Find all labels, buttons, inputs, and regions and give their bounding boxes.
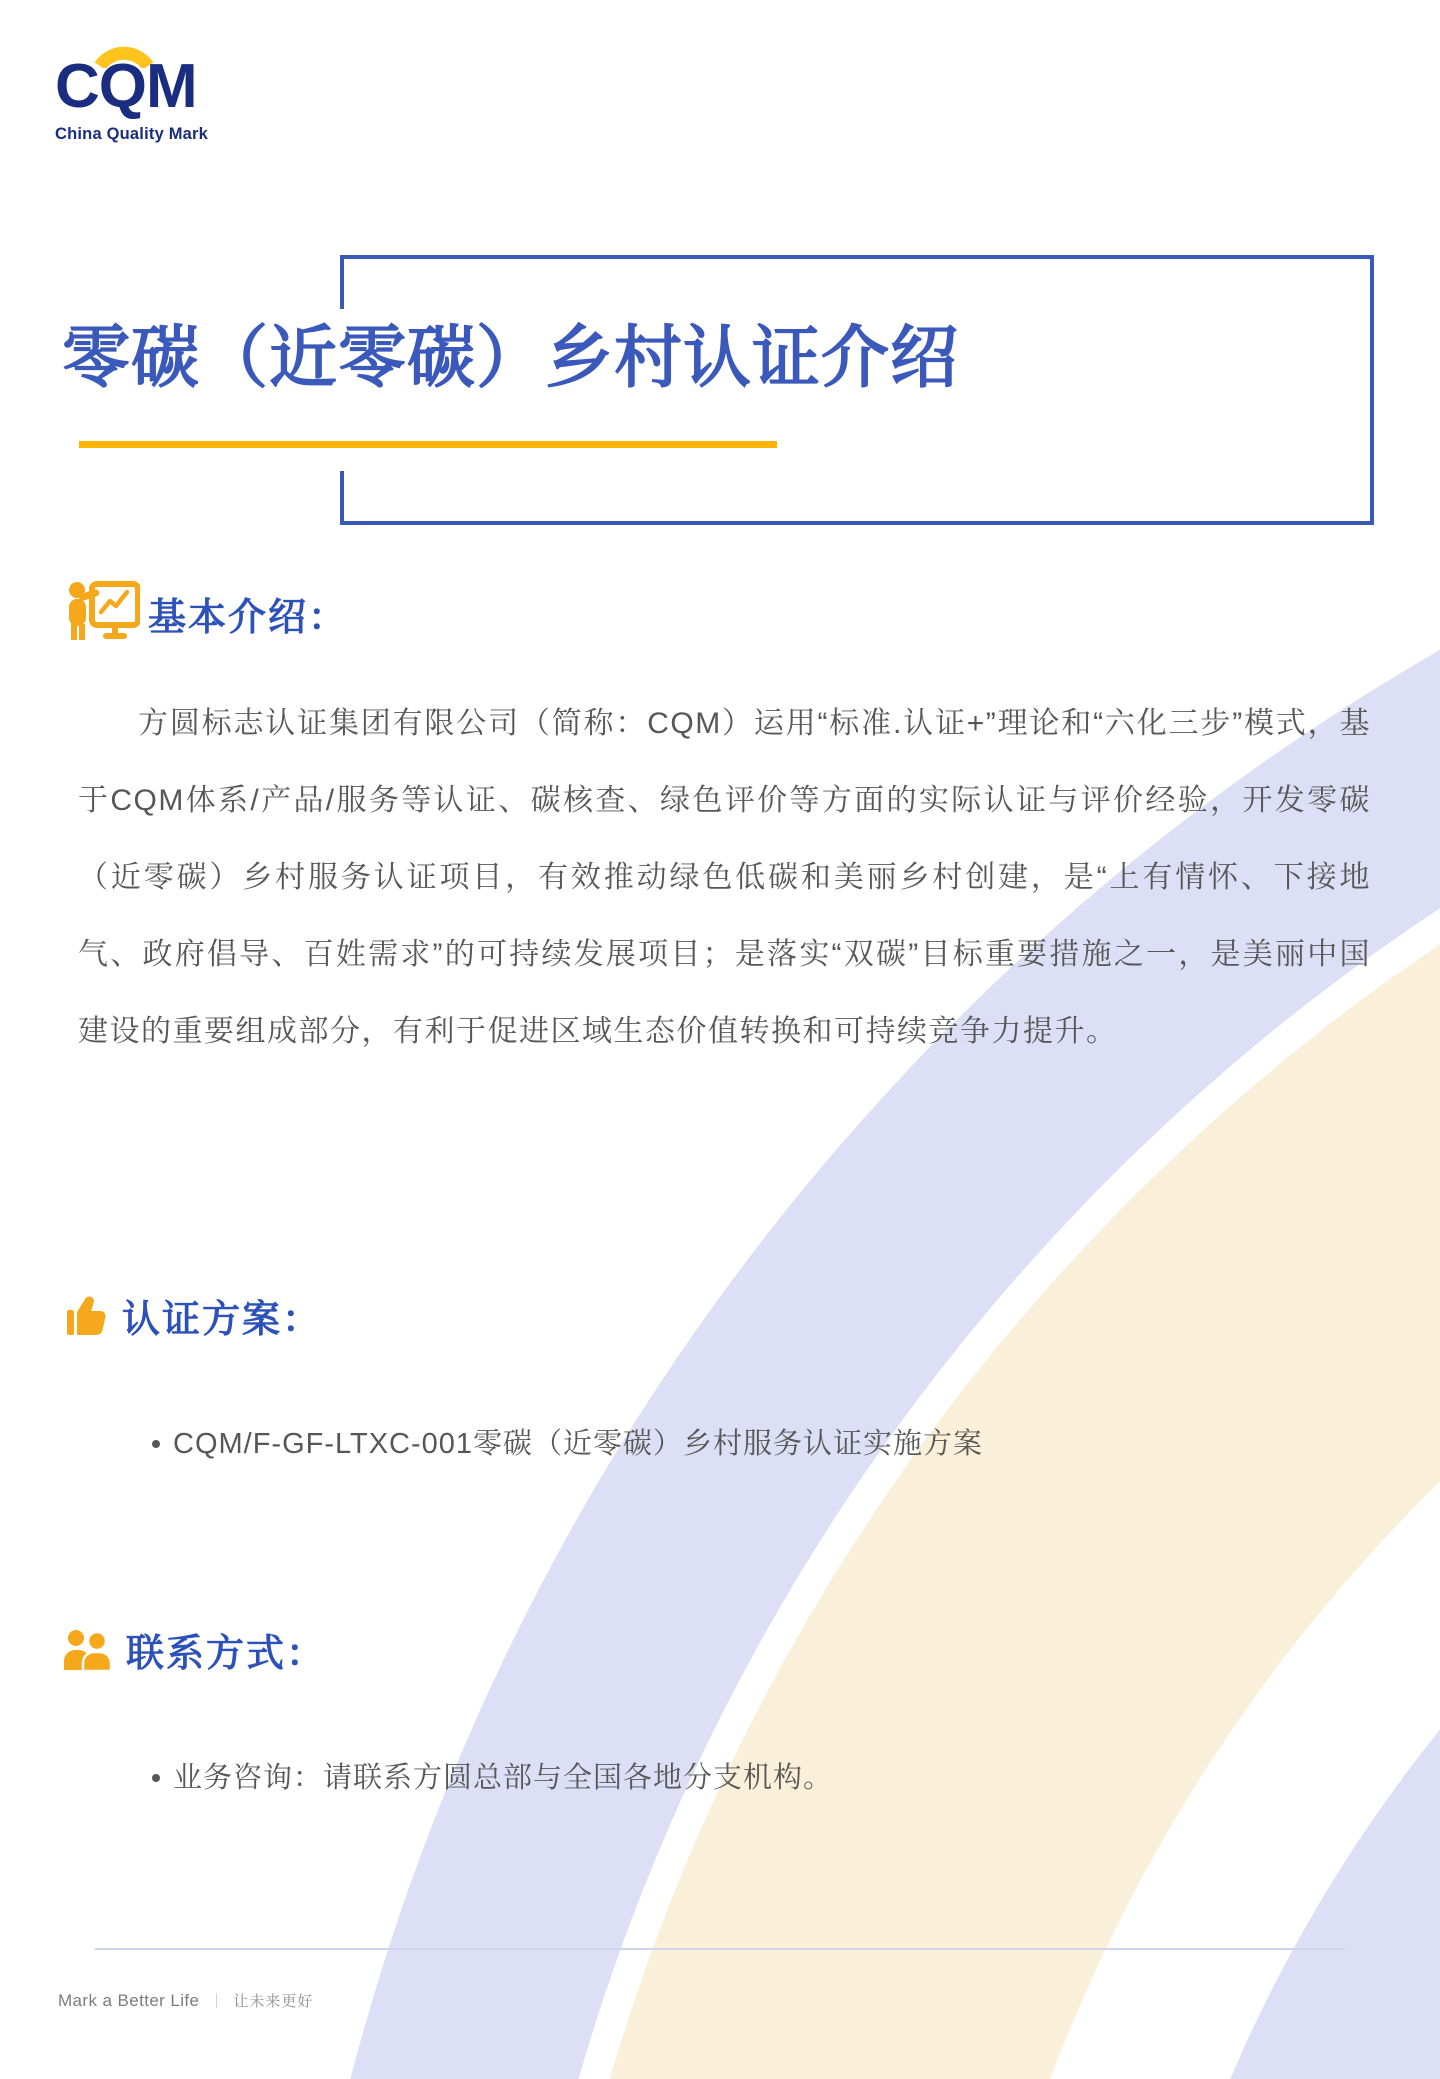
people-icon (62, 1628, 114, 1672)
bullet-dot (152, 1774, 160, 1782)
contact-bullet-text: 业务咨询：请联系方圆总部与全国各地分支机构。 (173, 1762, 834, 1794)
footer-separator: ｜ (209, 1992, 224, 2009)
scheme-bullet-item (152, 1422, 983, 1466)
contact-bullet-item (152, 1756, 833, 1800)
logo-text: CQM (55, 52, 197, 121)
title-frame-left-top-segment (340, 259, 344, 309)
section-heading-contact: 联系方式： (126, 1633, 327, 1675)
page-title: 零碳（近零碳）乡村认证介绍 (62, 320, 960, 396)
section-header-scheme (66, 1288, 322, 1343)
title-frame-left-bottom-segment (340, 471, 344, 521)
bullet-dot (152, 1440, 160, 1448)
section-heading-scheme: 认证方案： (122, 1299, 323, 1341)
section-header-contact (62, 1622, 326, 1677)
logo-subtext: China Quality Mark (55, 125, 209, 143)
footer-divider (95, 1948, 1345, 1950)
footer-slogan-en: Mark a Better Life (58, 1990, 200, 2010)
thumbs-up-icon (66, 1293, 106, 1339)
footer-slogan-zh: 让未来更好 (233, 1993, 314, 2010)
title-underline (79, 441, 777, 448)
presentation-icon (64, 580, 140, 646)
intro-paragraph: 方圆标志认证集团有限公司（简称：CQM）运用“标准.认证+”理论和“六化三步”模式，基于CQM体系/产品/服务等认证、碳核查、绿色评价等方面的实际认证与评价经验，开发零碳（近零碳）乡村服务认证项目，有效推动绿色低碳和美丽乡村创建，是“上有情怀、下接地气、政府倡导、百姓需求”的可持续发展项目；是落实“双碳”目标重要措施之一，是美丽中国建设的重要组成部分，有利于促进区域生态价值转换和可持续竞争力提升。 (78, 707, 1371, 1048)
footer (58, 1990, 313, 2011)
section-heading-intro: 基本介绍： (148, 596, 349, 639)
scheme-bullet-text: CQM/F-GF-LTXC-001零碳（近零碳）乡村服务认证实施方案 (173, 1428, 984, 1460)
section-header-intro (64, 580, 348, 646)
cqm-logo (55, 42, 225, 144)
